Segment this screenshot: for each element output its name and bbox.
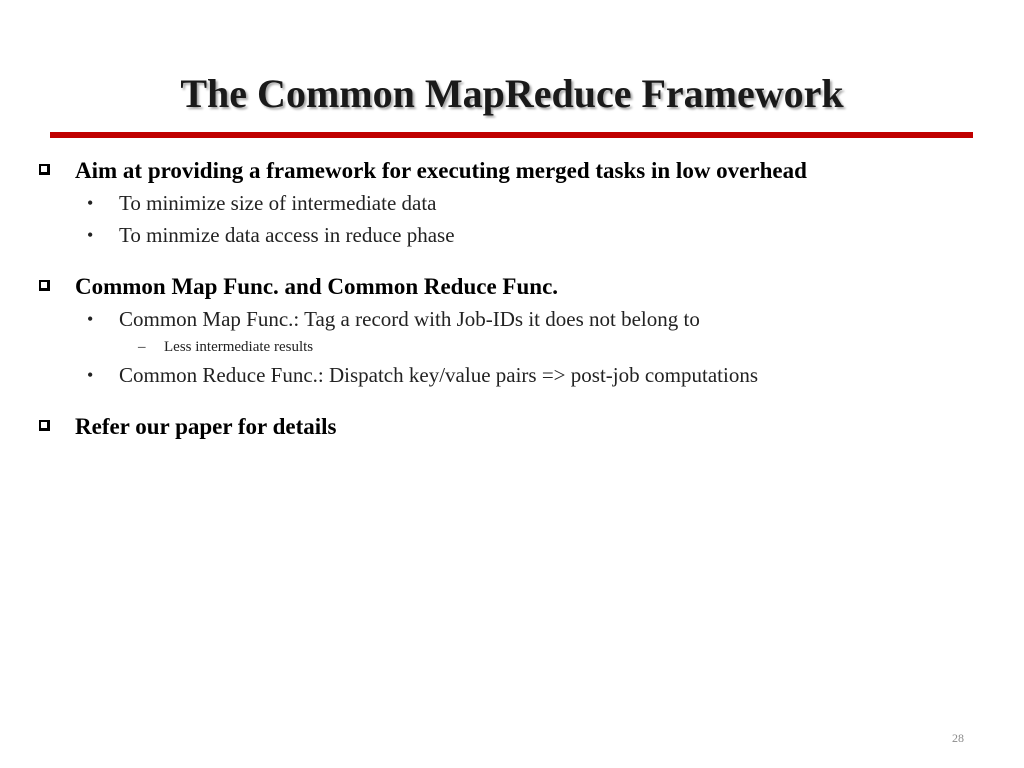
bullet-text: To minmize data access in reduce phase: [119, 223, 455, 247]
checkbox-bullet-icon: [39, 280, 50, 291]
bullet-item: [36, 187, 996, 219]
slide-title: The Common MapReduce Framework: [180, 71, 844, 116]
section-heading-text: Common Map Func. and Common Reduce Func.: [75, 274, 559, 299]
section-heading: [36, 271, 996, 303]
bullet-dot-icon: •: [87, 193, 94, 213]
bullet-dot-icon: •: [87, 309, 94, 329]
bullet-dash-icon: –: [138, 339, 146, 355]
bullet-item: [36, 219, 996, 251]
bullet-text: Common Reduce Func.: Dispatch key/value pairs => post-job computations: [119, 363, 759, 387]
bullet-text: Common Map Func.: Tag a record with Job-IDs it does not belong to: [119, 307, 700, 331]
checkbox-bullet-icon: [39, 420, 50, 431]
section-heading-text: Refer our paper for details: [75, 414, 337, 439]
bullet-dot-icon: •: [87, 365, 94, 385]
checkbox-bullet-icon: [39, 164, 50, 175]
section-heading: [36, 155, 996, 187]
section-heading: [36, 411, 996, 443]
slide-content: [36, 155, 996, 443]
bullet-item: [36, 303, 996, 335]
page-number: 28: [952, 731, 964, 745]
bullet-text: To minimize size of intermediate data: [119, 191, 437, 215]
title-underline: [50, 132, 973, 138]
sub-bullet-item: [36, 335, 996, 359]
bullet-item: [36, 359, 996, 391]
bullet-dot-icon: •: [87, 225, 94, 245]
sub-bullet-text: Less intermediate results: [164, 339, 314, 355]
section-heading-text: Aim at providing a framework for executing merged tasks in low overhead: [75, 158, 807, 183]
